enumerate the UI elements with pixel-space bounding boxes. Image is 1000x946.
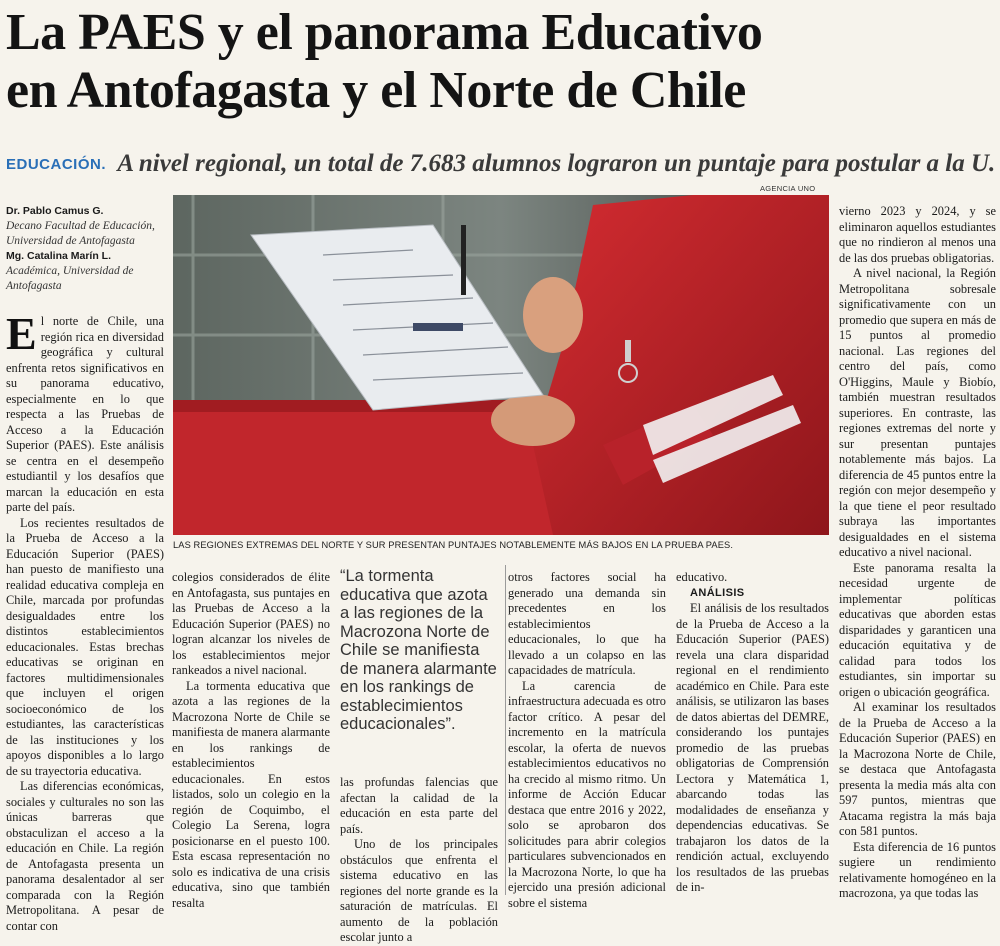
subheadline-text: A nivel regional, un total de 7.683 alumnos lograron un puntaje para postular a la U. xyxy=(117,150,996,177)
paragraph: las profundas falencias que afectan la calidad de la educación en esta parte del país. xyxy=(340,775,498,836)
paragraph: Los recientes resultados de la Prueba de Acceso a la Educación Superior (PAES) han puesto de manifiesto una realidad educativa compleja en Chile, marcada por profundas desigualdades entre los distintos establecimientos educacionales. Estas brechas educativas se originan en factores multidimensionales que incluyen el origen socioeconómico de los estudiantes, las características de las instituciones y los apoyos disponibles a lo largo de su trayectoria educativa. xyxy=(6,515,164,778)
paragraph: educativo. xyxy=(676,570,728,584)
paragraph: vierno 2023 y 2024, y se eliminaron aquellos estudiantes que no rindieron al menos una de las dos pruebas obligatorias. xyxy=(839,204,996,265)
photo-credit: AGENCIA UNO xyxy=(760,184,816,193)
paragraph: La tormenta educativa que azota a las regiones de la Macrozona Norte de Chile se manifiesta de manera alarmante en los rankings de establecimientos educacionales. En estos listados, solo un colegio en la región de Coquimbo, el Colegio La Serena, logra posicionarse en el puesto 100. Esta escasa representación no solo es indicativa de una crisis educativa, sino que también resalta xyxy=(172,678,330,910)
section-heading: ANÁLISIS xyxy=(690,586,745,599)
author-block xyxy=(6,204,166,294)
paragraph: Uno de los principales obstáculos que enfrenta el sistema educativo en las regiones del norte grande es la saturación de matrículas. El aumento de la población escolar junto a xyxy=(340,837,498,944)
paragraph: El norte de Chile, una región rica en diversidad geográfica y cultural enfrenta retos significativos en su panorama educativo, especialmente en lo que respecta a las Pruebas de Acceso a la Educación Superior (PAES). Este análisis se centra en el desempeño estudiantil y los desafíos que marcan la educación en esta parte del país. xyxy=(6,308,164,514)
paragraph: El análisis de los resultados de la Prueba de Acceso a la Educación Superior (PAES) revela una clara disparidad regional en el rendimiento académico en Chile. Para este análisis, se utilizaron las bases de datos abiertas del DEMRE, considerando los puntajes promedio de las pruebas obligatorias de Comprensión Lectora y Matemática 1, abarcando todas las modalidades de enseñanza y dependencias educativas. Se trabajaron los datos de la rendición actual, excluyendo los resultados de las pruebas de in- xyxy=(676,601,829,894)
subheadline xyxy=(6,150,996,178)
author-role: Académica, Universidad de Antofagasta xyxy=(6,265,134,292)
article-column-2 xyxy=(172,570,330,910)
paragraph: La carencia de infraestructura adecuada es otro factor crítico. A pesar del incremento en la matrícula escolar, la oferta de nuevos establecimientos educativos no ha crecido al mismo ritmo. Un informe de Acción Educar destaca que entre 2016 y 2022, solo se aprobaron dos solicitudes para abrir colegios particulares subvencionados en la Macrozona Norte, lo que ha ejercido una presión adicional sobre el sistema xyxy=(508,678,666,910)
paragraph: otros factores social ha generado una demanda sin precedentes en los establecimientos educacionales, lo que ha llevado a un colapso en las capacidades de matrícula. xyxy=(508,570,666,677)
article-column-6 xyxy=(839,204,996,900)
article-column-3 xyxy=(340,775,498,944)
author-role: Decano Facultad de Educación, Universidad de Antofagasta xyxy=(6,220,155,247)
paragraph: colegios considerados de élite en Antofagasta, sus puntajes en las Pruebas de Acceso a la Educación Superior (PAES) no logran alcanzar los niveles de los establecimientos mejor rankeados a nivel nacional. xyxy=(172,570,330,677)
column-divider xyxy=(505,565,506,895)
paragraph: Esta diferencia de 16 puntos sugiere un rendimiento relativamente homogéneo en la macrozona, ya que todas las xyxy=(839,839,996,900)
paragraph: Este panorama resalta la necesidad urgente de implementar políticas educativas que aborden estas disparidades y garanticen una educación equitativa y de calidad para todos los estudiantes, sin importar su origen o ubicación geográfica. xyxy=(839,560,996,699)
headline xyxy=(6,4,996,120)
author-name: Dr. Pablo Camus G. xyxy=(6,205,104,217)
author-name: Mg. Catalina Marín L. xyxy=(6,250,112,262)
paragraph: Al examinar los resultados de la Prueba de Acceso a la Educación Superior (PAES) en la Macrozona Norte de Chile, se destaca que Antofagasta presenta la media más alta con 597 puntos, mientras que Atacama registra la más baja con 581 puntos. xyxy=(839,700,996,838)
paragraph: A nivel nacional, la Región Metropolitana sobresale significativamente con un promedio que supera en más de 15 puntos al promedio nacional. Las regiones del centro del país, como O'Higgins, Maule y Biobío, también muestran resultados superiores. En contraste, las regiones extremas del norte y sur presentan puntajes notablemente más bajos. La diferencia de 45 puntos entre la región con mejor desempeño y la que tiene el peor resultado subraya las importantes desigualdades en el sistema educativo a nivel nacional. xyxy=(839,266,996,559)
article-column-5 xyxy=(676,570,829,895)
article-column-1 xyxy=(6,308,164,933)
article-photo xyxy=(173,195,829,535)
photo-illustration xyxy=(173,195,829,535)
paragraph: Las diferencias económicas, sociales y culturales no son las únicas barreras que obstaculizan el acceso a la educación en Chile. La región de Antofagasta presenta un panorama desalentador al ser comparada con la Región Metropolitana. A pesar de contar con xyxy=(6,779,164,933)
headline-line-1: La PAES y el panorama Educativo xyxy=(6,4,763,61)
headline-line-2: en Antofagasta y el Norte de Chile xyxy=(6,62,746,119)
photo-caption: LAS REGIONES EXTREMAS DEL NORTE Y SUR PRESENTAN PUNTAJES NOTABLEMENTE MÁS BAJOS EN LA PRUEBA PAES. xyxy=(173,540,734,550)
section-label: EDUCACIÓN. xyxy=(6,156,107,173)
drop-cap: E xyxy=(6,308,37,359)
pull-quote: “La tormenta educativa que azota a las regiones de la Macrozona Norte de Chile se manifiesta de manera alarmante en los rankings de establecimientos educacionales”. xyxy=(340,567,497,733)
article-column-4 xyxy=(508,570,666,910)
